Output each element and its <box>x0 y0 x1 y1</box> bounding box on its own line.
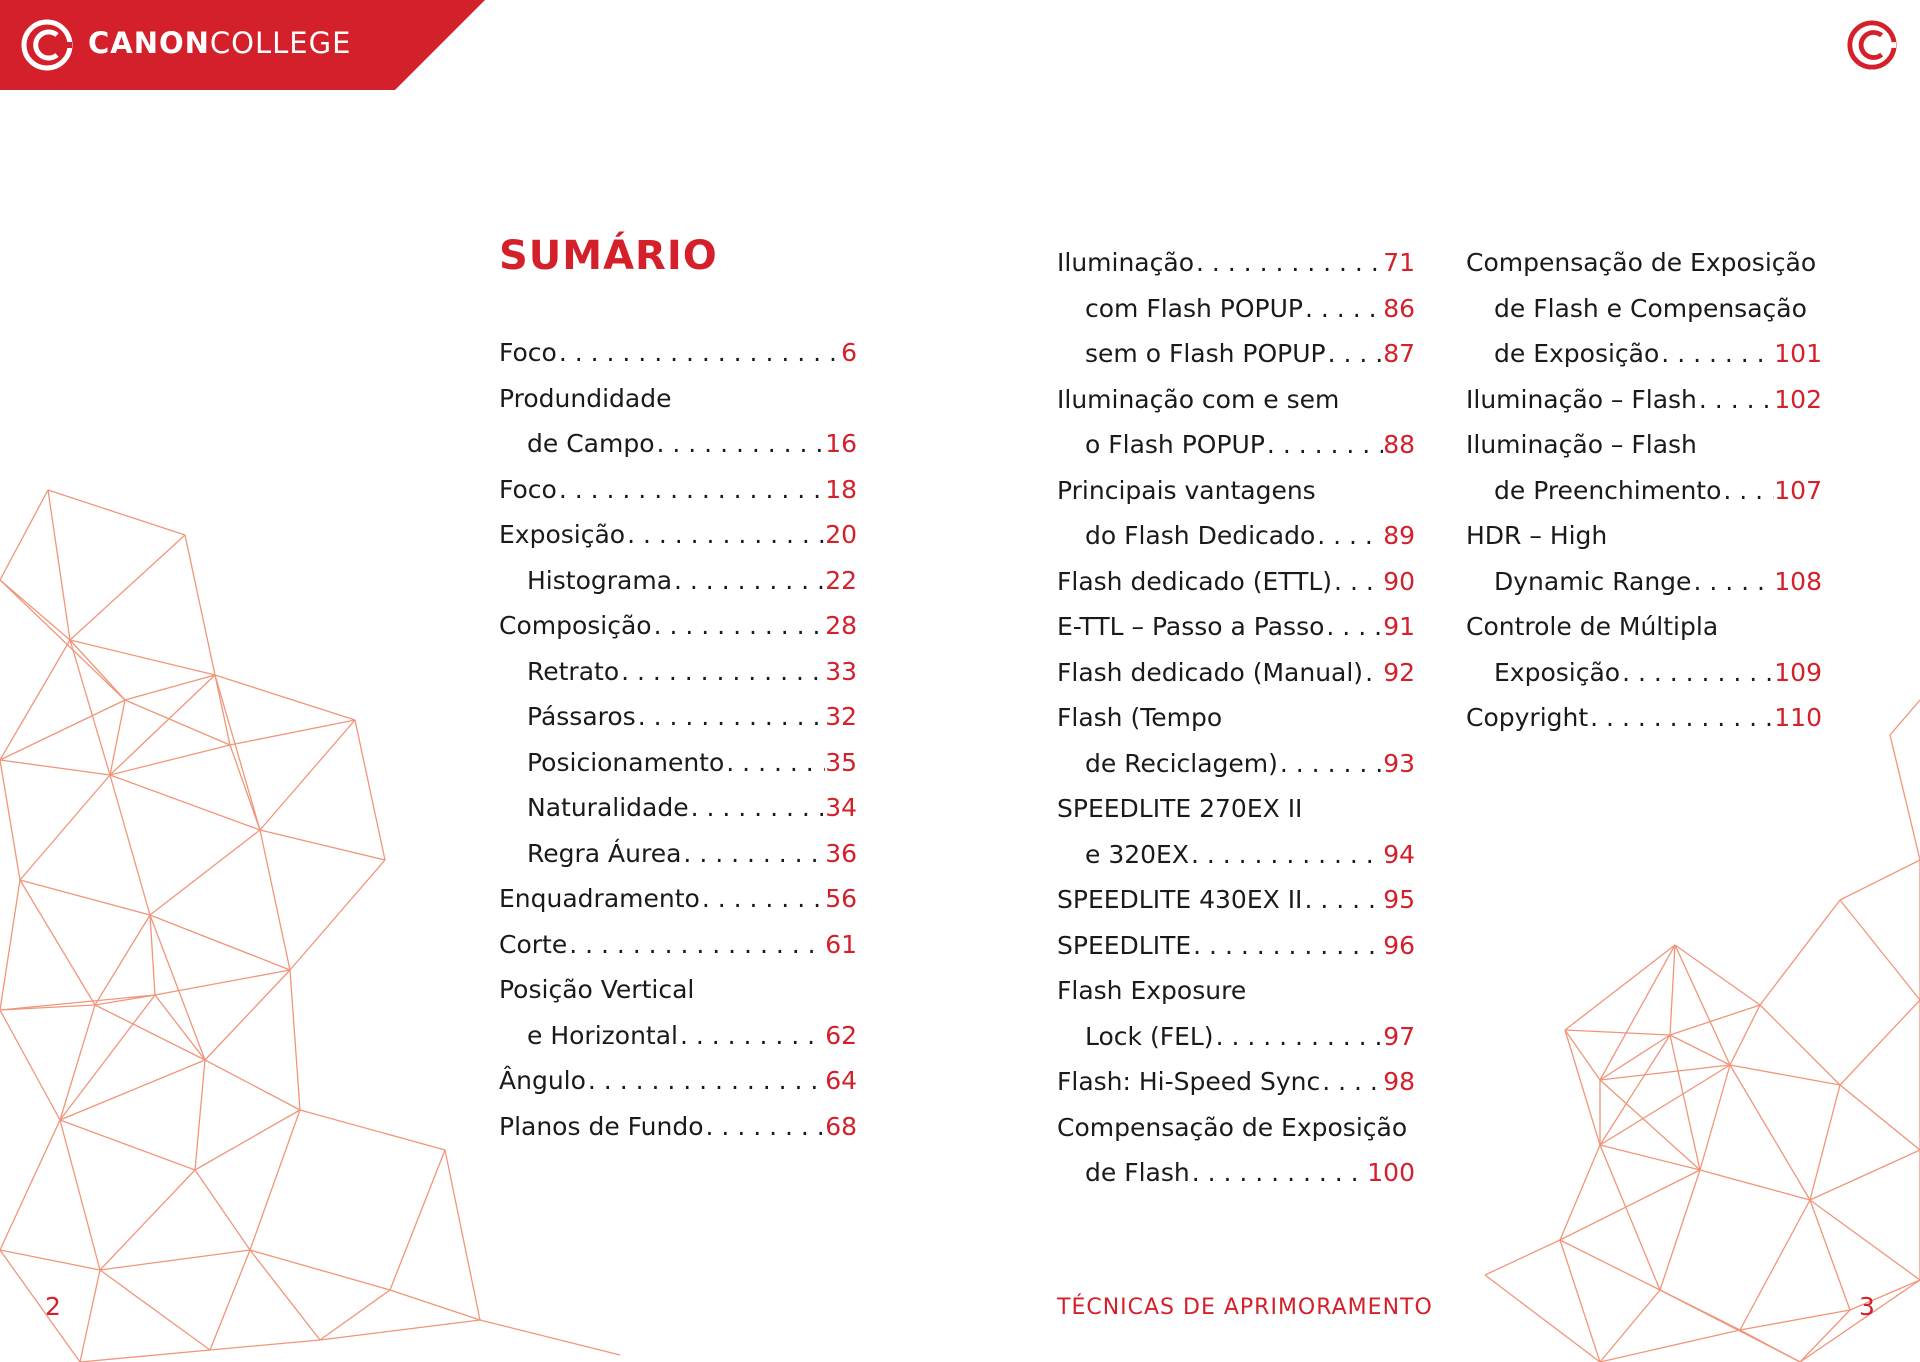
toc-entry-title: de Campo <box>527 429 655 458</box>
toc-dot-leader <box>672 558 825 604</box>
toc-entry[interactable] <box>499 876 857 922</box>
toc-entry-page-number: 108 <box>1774 566 1822 596</box>
toc-entry[interactable] <box>1466 468 1822 514</box>
toc-entry-title: Ângulo <box>499 1066 586 1095</box>
toc-entry[interactable] <box>1466 286 1822 332</box>
toc-entry[interactable] <box>1057 286 1415 332</box>
toc-entry-page-number: 22 <box>825 565 857 595</box>
toc-entry-title: Foco <box>499 338 557 367</box>
toc-entry-page-number: 88 <box>1383 430 1415 459</box>
toc-entry-page-number: 110 <box>1774 703 1822 732</box>
canon-college-logo-icon <box>20 18 74 72</box>
toc-entry-title: sem o Flash POPUP <box>1085 339 1326 368</box>
toc-entry-page-number: 61 <box>825 929 857 959</box>
toc-entry-title: do Flash Dedicado <box>1085 521 1316 550</box>
brand-name-light: COLLEGE <box>209 26 352 60</box>
toc-entry-title: e 320EX <box>1085 839 1189 869</box>
toc-entry-title: Posicionamento <box>527 747 725 777</box>
toc-entry[interactable] <box>1466 604 1822 650</box>
toc-entry-page-number: 6 <box>841 338 857 367</box>
toc-entry[interactable] <box>1466 695 1822 741</box>
toc-entry-title: Produndidade <box>499 383 672 413</box>
toc-column-1 <box>499 330 857 1149</box>
toc-entry[interactable] <box>1057 877 1415 923</box>
toc-entry-title: Histograma <box>527 565 673 595</box>
toc-dot-leader <box>681 831 825 877</box>
toc-entry-page-number: 36 <box>825 838 857 868</box>
toc-dot-leader <box>689 785 826 831</box>
toc-entry[interactable] <box>499 421 857 467</box>
toc-entry[interactable] <box>1057 968 1415 1014</box>
toc-entry-title: SPEEDLITE 270EX II <box>1057 794 1303 823</box>
toc-entry-title: de Preenchimento <box>1494 475 1722 505</box>
toc-entry[interactable] <box>1057 240 1415 286</box>
toc-entry-title: Flash: Hi-Speed Sync <box>1057 1067 1321 1096</box>
toc-column-3 <box>1466 240 1822 741</box>
toc-entry[interactable] <box>1057 650 1415 696</box>
toc-entry-title: Compensação de Exposição <box>1466 248 1817 277</box>
toc-dot-leader <box>1620 650 1774 696</box>
toc-entry-title: Compensação de Exposição <box>1057 1112 1408 1142</box>
toc-entry[interactable] <box>499 603 857 649</box>
toc-entry[interactable] <box>1466 422 1822 468</box>
toc-dot-leader <box>724 740 825 786</box>
toc-entry-title: Corte <box>499 929 568 959</box>
toc-entry-page-number: 20 <box>825 520 857 549</box>
toc-entry[interactable] <box>499 649 857 695</box>
toc-entry-page-number: 100 <box>1367 1158 1415 1187</box>
toc-entry-page-number: 90 <box>1383 566 1415 596</box>
footer-title: TÉCNICAS DE APRIMORAMENTO <box>1057 1295 1433 1320</box>
toc-dot-leader <box>652 603 826 649</box>
toc-entry-page-number: 35 <box>825 747 857 777</box>
toc-entry-page-number: 98 <box>1383 1067 1415 1096</box>
toc-entry-page-number: 62 <box>825 1020 857 1050</box>
toc-dot-leader <box>678 1013 825 1059</box>
toc-dot-leader <box>655 421 826 467</box>
page-number-right: 3 <box>1859 1292 1875 1321</box>
toc-entry[interactable] <box>499 1013 857 1059</box>
toc-entry-title: de Flash <box>1085 1158 1190 1187</box>
toc-entry-title: Foco <box>499 474 557 504</box>
toc-dot-leader <box>619 649 825 695</box>
toc-entry-title: Iluminação com e sem <box>1057 384 1340 414</box>
toc-entry-page-number: 68 <box>825 1111 857 1141</box>
toc-dot-leader <box>636 694 825 740</box>
toc-entry[interactable] <box>1057 1059 1415 1105</box>
toc-entry[interactable] <box>1057 604 1415 650</box>
toc-entry-title: Flash dedicado (Manual) <box>1057 657 1364 687</box>
toc-entry[interactable] <box>499 967 857 1013</box>
toc-entry-page-number: 96 <box>1383 930 1415 960</box>
toc-entry-title: Pássaros <box>527 702 636 731</box>
toc-entry-title: Lock (FEL) <box>1085 1021 1214 1051</box>
toc-entry-title: Retrato <box>527 656 620 686</box>
toc-entry-page-number: 16 <box>825 429 857 458</box>
toc-entry[interactable] <box>1057 331 1415 377</box>
toc-entry-title: Flash dedicado (ETTL) <box>1057 566 1333 596</box>
toc-entry-page-number: 97 <box>1383 1021 1415 1051</box>
toc-entry-page-number: 101 <box>1774 339 1822 368</box>
toc-entry-title: Iluminação – Flash <box>1466 384 1697 414</box>
toc-dot-leader <box>1326 331 1384 377</box>
toc-entry[interactable] <box>1057 1105 1415 1151</box>
toc-dot-leader <box>1324 604 1383 650</box>
toc-dot-leader <box>557 330 841 376</box>
toc-entry[interactable] <box>1057 695 1415 741</box>
toc-entry-title: Posição Vertical <box>499 975 695 1004</box>
toc-dot-leader <box>1588 695 1774 741</box>
toc-entry-page-number: 89 <box>1383 521 1415 550</box>
toc-entry-title: E-TTL – Passo a Passo <box>1057 612 1325 641</box>
toc-dot-leader <box>1194 240 1383 286</box>
toc-entry[interactable] <box>499 740 857 786</box>
toc-entry-title: Exposição <box>499 520 626 549</box>
toc-entry[interactable] <box>1057 422 1415 468</box>
toc-entry[interactable] <box>1057 786 1415 832</box>
toc-dot-leader <box>1659 331 1774 377</box>
toc-entry-title: Principais vantagens <box>1057 475 1316 505</box>
toc-entry-title: Iluminação – Flash <box>1466 430 1697 459</box>
toc-entry[interactable] <box>1057 923 1415 969</box>
toc-entry[interactable] <box>1466 331 1822 377</box>
toc-entry[interactable] <box>1466 240 1822 286</box>
toc-entry-page-number: 107 <box>1774 475 1822 505</box>
toc-entry-title: Iluminação <box>1057 248 1194 277</box>
toc-entry-page-number: 92 <box>1383 657 1415 687</box>
toc-entry[interactable] <box>499 922 857 968</box>
toc-entry-title: Composição <box>499 611 652 640</box>
toc-entry-page-number: 86 <box>1383 293 1415 323</box>
toc-dot-leader <box>1189 832 1383 878</box>
toc-entry[interactable] <box>1466 377 1822 423</box>
toc-entry[interactable] <box>499 785 857 831</box>
toc-dot-leader <box>586 1058 825 1104</box>
toc-dot-leader <box>1303 286 1383 332</box>
toc-dot-leader <box>1691 559 1774 605</box>
toc-entry-title: HDR – High <box>1466 521 1608 550</box>
toc-entry-page-number: 33 <box>825 656 857 686</box>
toc-entry-page-number: 109 <box>1774 657 1822 687</box>
toc-dot-leader <box>1265 422 1383 468</box>
toc-dot-leader <box>1315 513 1383 559</box>
toc-entry[interactable] <box>1057 741 1415 787</box>
toc-entry[interactable] <box>1057 559 1415 605</box>
toc-entry-title: Exposição <box>1494 657 1621 687</box>
toc-entry[interactable] <box>1057 513 1415 559</box>
toc-entry[interactable] <box>1057 832 1415 878</box>
toc-entry[interactable] <box>499 831 857 877</box>
toc-entry-title: Flash Exposure <box>1057 976 1247 1005</box>
toc-entry-title: e Horizontal <box>527 1020 678 1050</box>
toc-dot-leader <box>1214 1014 1384 1060</box>
toc-entry-title: SPEEDLITE <box>1057 930 1192 960</box>
brand-name <box>88 26 351 60</box>
toc-entry-page-number: 34 <box>825 793 857 822</box>
toc-entry-page-number: 18 <box>825 474 857 504</box>
toc-entry-page-number: 71 <box>1383 248 1415 277</box>
toc-dot-leader <box>1320 1059 1383 1105</box>
toc-dot-leader <box>1190 1150 1368 1196</box>
toc-entry-title: Controle de Múltipla <box>1466 612 1719 641</box>
toc-entry-title: Planos de Fundo <box>499 1111 704 1141</box>
toc-entry[interactable] <box>1057 377 1415 423</box>
toc-title: SUMÁRIO <box>499 233 718 279</box>
toc-entry-page-number: 87 <box>1383 339 1415 368</box>
toc-dot-leader <box>1278 741 1383 787</box>
toc-entry-page-number: 64 <box>825 1066 857 1095</box>
toc-entry-title: Dynamic Range <box>1494 566 1692 596</box>
toc-entry[interactable] <box>499 694 857 740</box>
toc-entry-title: Regra Áurea <box>527 838 682 868</box>
toc-dot-leader <box>557 467 825 513</box>
toc-dot-leader <box>1302 877 1383 923</box>
toc-entry[interactable] <box>499 1058 857 1104</box>
toc-dot-leader <box>1721 468 1774 514</box>
toc-entry-page-number: 32 <box>825 702 857 731</box>
toc-entry[interactable] <box>499 376 857 422</box>
toc-entry-page-number: 91 <box>1383 612 1415 641</box>
toc-dot-leader <box>704 1104 826 1150</box>
toc-entry-title: de Flash e Compensação <box>1494 293 1807 323</box>
toc-entry-page-number: 28 <box>825 611 857 640</box>
toc-entry-title: de Exposição <box>1494 339 1660 368</box>
toc-entry[interactable] <box>1057 1150 1415 1196</box>
toc-column-2 <box>1057 240 1415 1196</box>
toc-dot-leader <box>1697 377 1774 423</box>
toc-entry[interactable] <box>499 1104 857 1150</box>
page-number-left: 2 <box>45 1292 61 1321</box>
toc-entry[interactable] <box>499 558 857 604</box>
toc-entry-page-number: 94 <box>1383 839 1415 869</box>
toc-entry[interactable] <box>1466 650 1822 696</box>
toc-entry[interactable] <box>1466 513 1822 559</box>
toc-entry[interactable] <box>499 330 857 376</box>
toc-entry-title: o Flash POPUP <box>1085 430 1265 459</box>
toc-entry-page-number: 93 <box>1383 748 1415 778</box>
toc-dot-leader <box>1363 650 1383 696</box>
toc-entry-title: de Reciclagem) <box>1085 748 1278 778</box>
toc-entry-title: com Flash POPUP <box>1085 293 1304 323</box>
toc-entry[interactable] <box>1057 468 1415 514</box>
toc-entry-page-number: 102 <box>1774 384 1822 414</box>
toc-entry[interactable] <box>1466 559 1822 605</box>
toc-entry[interactable] <box>499 512 857 558</box>
toc-entry-page-number: 56 <box>825 884 857 913</box>
toc-dot-leader <box>1332 559 1383 605</box>
toc-entry[interactable] <box>1057 1014 1415 1060</box>
toc-dot-leader <box>625 512 825 558</box>
toc-entry[interactable] <box>499 467 857 513</box>
toc-entry-title: SPEEDLITE 430EX II <box>1057 885 1303 914</box>
toc-entry-title: Flash (Tempo <box>1057 703 1223 732</box>
toc-dot-leader <box>700 876 825 922</box>
toc-dot-leader <box>567 922 825 968</box>
brand-name-bold: CANON <box>88 26 210 60</box>
toc-entry-title: Enquadramento <box>499 884 700 913</box>
corner-logo-icon <box>1846 19 1898 71</box>
toc-entry-title: Naturalidade <box>527 793 689 822</box>
toc-entry-title: Copyright <box>1466 703 1589 732</box>
toc-dot-leader <box>1191 923 1383 969</box>
toc-entry-page-number: 95 <box>1383 885 1415 914</box>
